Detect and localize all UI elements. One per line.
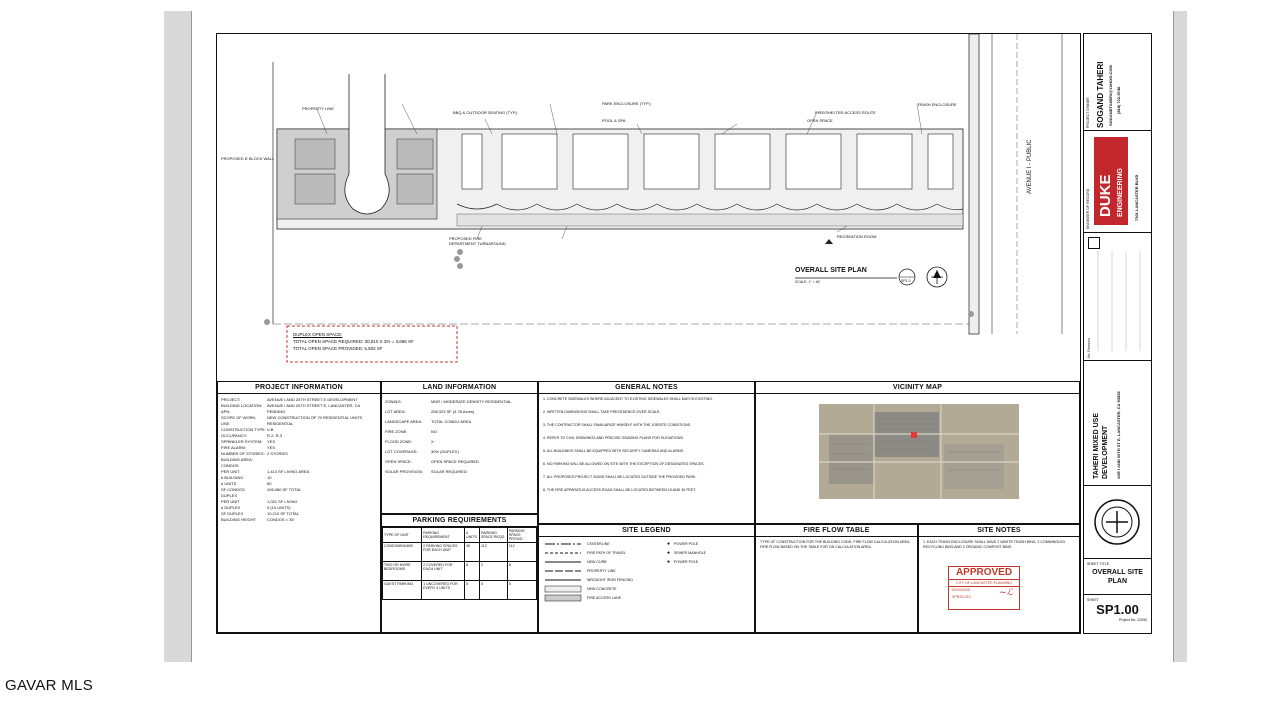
parking-header-cell: # UNITS	[465, 528, 480, 543]
callout: TRASH ENCLOSURE	[917, 102, 957, 107]
info-value: R-2, R-3	[267, 433, 283, 438]
parking-table	[382, 527, 537, 600]
parking-cell: GUEST PARKING	[383, 581, 422, 600]
owner-phone: (818) 722-5746	[1116, 86, 1121, 114]
info-key: # UNITS	[221, 481, 237, 486]
legend-label: POWER POLE	[674, 559, 699, 564]
open-space-provided: TOTAL OPEN SPACE PROVIDED: 5,502 SF	[293, 346, 383, 351]
info-key: SPRINKLER SYSTEM:	[221, 439, 263, 444]
callout: PROPOSED 8' BLOCK WALL	[221, 156, 275, 161]
parking-header-row	[383, 528, 537, 543]
info-row	[382, 467, 537, 477]
legend-symbol	[543, 567, 583, 575]
drawing-frame	[216, 33, 1081, 634]
open-space-note	[293, 331, 414, 352]
vicinity-map-panel	[755, 381, 1080, 524]
general-note: 4. REFER TO CIVIL DRAWINGS AND PRECISE GRADING PLANS FOR ELEVATIONS.	[543, 436, 684, 440]
callout: PARK ENCLOSURE (TYP.)	[602, 101, 651, 106]
seal-cell	[1084, 486, 1151, 559]
owner-email: SOGANDTAHERI@YAHOO.COM	[1108, 65, 1113, 126]
parking-header-cell: TYPE OF UNIT	[383, 528, 422, 543]
firm-name: DUKE	[1097, 174, 1114, 217]
legend-item	[667, 548, 747, 557]
parking-cell: 5	[465, 581, 480, 600]
parking-header-cell: PARKING REQUIREMENT	[422, 528, 465, 543]
general-note: 8. THE FIRE APPARATUS ACCESS ROAD SHALL BE LOCATED BETWEEN 15 AND 30 FEET.	[543, 488, 696, 492]
parking-cell: 112	[480, 543, 508, 562]
legend-label: FIRE PATH OF TRAVEL	[587, 550, 626, 555]
parking-row	[383, 581, 537, 600]
sheet-title-label: SHEET TITLE	[1087, 562, 1110, 566]
legend-symbol	[543, 549, 583, 557]
parking-cell: 2	[480, 562, 508, 581]
info-key: BUILDING HEIGHT	[221, 517, 257, 522]
parking-row	[383, 562, 537, 581]
info-value: YES	[267, 439, 276, 444]
legend-symbol: ●	[667, 558, 671, 565]
info-key: DUPLEX	[221, 493, 238, 498]
info-key: LOT AREA:	[385, 409, 406, 414]
info-value: 60	[267, 481, 272, 486]
owner-name: SOGAND TAHERI	[1096, 61, 1105, 128]
firm-address: 7301 LANCASTER BLVD	[1134, 174, 1139, 221]
site-plan-drawing	[217, 34, 1079, 379]
general-note: 3. THE CONTRACTOR SHALL FAMILIARIZE HIMSELF WITH THE JOBSITE CONDITIONS.	[543, 423, 692, 427]
parking-requirements-panel	[381, 514, 538, 633]
info-value: RESIDENTIAL	[267, 421, 294, 426]
land-information-panel	[381, 381, 538, 514]
parking-cell: 112	[507, 543, 536, 562]
panel-title: SITE NOTES	[919, 525, 1079, 537]
callout: RECREATION ROOM	[837, 234, 877, 239]
legend-label: POWER POLE	[674, 541, 699, 546]
legend-label: CENTERLINE	[587, 541, 610, 546]
legend-label: WROUGHT IRON FENCING	[587, 577, 634, 582]
info-key: PROJECT:	[221, 397, 241, 402]
site-legend-items	[543, 539, 663, 602]
info-value: 2 STORIES	[267, 451, 288, 456]
revisions-label: No. Revision	[1087, 338, 1091, 358]
stamp-ref: SPR25-010	[952, 595, 971, 599]
parking-cell: 8	[507, 562, 536, 581]
watermark: GAVAR MLS	[5, 677, 93, 694]
land-info-rows	[382, 394, 537, 477]
fire-flow-table-panel	[755, 524, 918, 633]
site-notes-text: 1. EACH TRASH ENCLOSURE SHALL HAVE 2 WASTE TRASH BINS, 2 COMMINGLED RECYCLING BINS AND 2 ORGANIC COMPOST BINS.	[923, 540, 1066, 549]
info-value: AVENUE I AND 20TH STREET E, LANCASTER, CA	[267, 403, 361, 408]
parking-row	[383, 543, 537, 562]
info-row	[382, 417, 537, 427]
info-value: 10,210 SF TOTAL	[267, 511, 300, 516]
info-row	[218, 517, 380, 523]
legend-label: FIRE ACCESS LANE	[587, 595, 622, 600]
legend-symbol	[543, 558, 583, 566]
detail-tag: SP1.0	[901, 279, 911, 283]
info-row	[382, 407, 537, 417]
info-row	[382, 397, 537, 407]
project-info-rows	[218, 394, 380, 523]
info-key: APN:	[221, 409, 231, 414]
legend-item	[667, 539, 747, 548]
general-note: 6. NO PARKING WILL BE ALLOWED ON SITE WITH THE EXCEPTION OF DESIGNATED SPACES.	[543, 462, 705, 466]
general-note: 1. CONCRETE SIDEWALKS WHERE ADJACENT TO EXISTING SIDEWALKS SHALL MATCH EXISTING.	[543, 397, 714, 401]
info-value: 208,323 SF (4.78 Acres)	[431, 409, 475, 414]
project-address: AVE I AND 20TH ST E, LANCASTER, CA 93535	[1116, 391, 1121, 479]
info-key: NUMBER OF STORIES:	[221, 451, 265, 456]
info-value: 10	[267, 475, 272, 480]
stamp-date: 03/10/2025	[952, 588, 970, 592]
info-key: LANDSCAPE AREA:	[385, 419, 423, 424]
legend-symbol: ●	[667, 549, 671, 556]
legend-label: NEW CONCRETE	[587, 586, 617, 591]
callout: PROPOSED FIRE DEPARTMENT TURNAROUND	[449, 236, 506, 246]
plan-scale: SCALE: 1" = 40'	[795, 280, 821, 284]
panel-title: FIRE FLOW TABLE	[756, 525, 917, 537]
engineer-label: ENGINEER OF RECORD	[1086, 188, 1090, 229]
info-row	[382, 427, 537, 437]
general-notes-list	[539, 394, 754, 493]
parking-cell: 8	[465, 562, 480, 581]
info-key: PER UNIT	[221, 499, 240, 504]
info-row	[382, 437, 537, 447]
panel-title: PARKING REQUIREMENTS	[382, 515, 537, 527]
panel-title: VICINITY MAP	[756, 382, 1079, 394]
legend-item	[543, 575, 663, 584]
info-value: PENDING	[267, 409, 286, 414]
info-value: 106,080 SF TOTAL	[267, 487, 302, 492]
general-note: 5. ALL BUILDINGS SHALL BE EQUIPPED WITH SECURITY CAMERAS AND ALARMS.	[543, 449, 685, 453]
approval-stamp	[948, 566, 1020, 610]
parking-cell: 2 PARKING SPACES FOR EACH UNIT	[422, 543, 465, 562]
info-value: 1,021 SF LIVING	[267, 499, 298, 504]
revisions-cell	[1084, 233, 1151, 361]
fire-flow-text: TYPE OF CONSTRUCTION FOR THE BUILDING CODE, FIRE FLOW CALCULATION AREA, FIRE FLOW BASED ON THE TABLE FOR ON CALCULATION AREA.	[760, 540, 911, 549]
info-key: # DUPLEX	[221, 505, 241, 510]
engineer-seal-icon	[1084, 486, 1151, 559]
general-note: 7. ALL PROPOSED PROJECT SIGNS SHALL BE LOCATED OUTSIDE THE PROVIDED PARK.	[543, 475, 697, 479]
street-label: AVENUE I - PUBLIC	[1027, 139, 1033, 194]
legend-symbol	[543, 594, 583, 602]
panel-title: SITE LEGEND	[539, 525, 754, 537]
panel-title: GENERAL NOTES	[539, 382, 754, 394]
info-value: SOLAR REQUIRED	[431, 469, 467, 474]
callout: OPEN SPACE	[807, 118, 833, 123]
legend-symbol: ●	[667, 540, 671, 547]
legend-item	[543, 539, 663, 548]
info-key: OPEN SPACE:	[385, 459, 412, 464]
firm-subname: ENGINEERING	[1117, 167, 1124, 217]
info-key: SF DUPLEX	[221, 511, 244, 516]
stamp-label: APPROVED	[955, 567, 1013, 578]
info-row	[382, 447, 537, 457]
vicinity-map-image	[819, 404, 1019, 499]
owner-cell	[1084, 34, 1151, 131]
info-value: 5 (10 UNITS)	[267, 505, 291, 510]
stamp-agency: CITY OF LANCASTER PLANNING	[949, 579, 1019, 587]
info-key: SF CONDOS	[221, 487, 245, 492]
info-value: CONDOS < 35'	[267, 517, 295, 522]
open-space-title: DUPLEX OPEN SPACE:	[293, 332, 343, 337]
legend-label: PROPERTY LINE	[587, 568, 616, 573]
info-value: X	[431, 439, 434, 444]
info-key: LOT COVERAGE:	[385, 449, 418, 454]
info-key: # BUILDING	[221, 475, 244, 480]
parking-cell: 5	[507, 581, 536, 600]
general-note: 2. WRITTEN DIMENSIONS SHALL TAKE PRECEDENCE OVER SCALE.	[543, 410, 661, 414]
legend-item	[543, 548, 663, 557]
sheet-label: SHEET	[1087, 598, 1099, 602]
project-name-cell	[1084, 361, 1151, 486]
legend-item	[543, 593, 663, 602]
legend-label: SEWER MANHOLE	[674, 550, 706, 555]
info-value: V-B	[267, 427, 274, 432]
info-key: FIRE ZONE:	[385, 429, 408, 434]
legend-symbol	[543, 585, 583, 593]
general-notes-panel	[538, 381, 755, 524]
info-value: TOTAL CONDO AREA	[431, 419, 472, 424]
sheet-title-cell	[1084, 559, 1151, 595]
panel-title: LAND INFORMATION	[382, 382, 537, 394]
info-key: FIRE ALARM:	[221, 445, 246, 450]
legend-item	[543, 584, 663, 593]
legend-label: NEW CURB	[587, 559, 607, 564]
callout: FIRE/SHELTER ACCESS ROUTE	[815, 110, 876, 115]
info-value: AVENUE I AND 20TH STREET E DEVELOPMENT	[267, 397, 358, 402]
info-value: YES	[267, 445, 276, 450]
owner-label: PROJECT OWNER	[1086, 97, 1090, 128]
parking-header-cell: PARKING SPACE PROVID	[507, 528, 536, 543]
info-row	[382, 457, 537, 467]
legend-item	[543, 566, 663, 575]
legend-item	[543, 557, 663, 566]
site-legend-panel	[538, 524, 755, 633]
parking-cell: CONDOMINIUMS	[383, 543, 422, 562]
info-value: NO	[431, 429, 437, 434]
info-key: CONSTRUCTION TYPE:	[221, 427, 266, 432]
parking-cell: 5	[480, 581, 508, 600]
sheet-number: SP1.00	[1096, 602, 1139, 617]
info-key: PER UNIT	[221, 469, 240, 474]
info-key: BUILDING LOCATION:	[221, 403, 263, 408]
info-value: 1,413 SF LIVING AREA	[267, 469, 310, 474]
callout: POOL & SPA	[602, 118, 626, 123]
info-key: BUILDING AREA:	[221, 457, 253, 462]
parking-header-cell: PARKING SPACE REQD	[480, 528, 508, 543]
legend-symbol	[543, 540, 583, 548]
engineer-cell	[1084, 131, 1151, 233]
site-legend-items-right	[667, 539, 747, 566]
sheet-number-cell	[1084, 595, 1151, 633]
info-key: USE:	[221, 421, 231, 426]
callout: PROPERTY LINE	[302, 106, 334, 111]
parking-cell: 30	[465, 543, 480, 562]
info-key: OCCUPANCY:	[221, 433, 248, 438]
panel-title: PROJECT INFORMATION	[218, 382, 380, 394]
title-block	[1083, 33, 1152, 634]
info-value: MDR / MODERATE DENSITY RESIDENTIAL	[431, 399, 512, 404]
project-information-panel	[217, 381, 381, 633]
info-value: NEW CONSTRUCTION OF 70 RESIDENTIAL UNITS	[267, 415, 363, 420]
plan-title: OVERALL SITE PLAN	[795, 267, 867, 274]
project-number: Project No. 22090	[1118, 618, 1147, 622]
callout: BBQ & OUTDOOR SEATING (TYP.)	[453, 110, 518, 115]
info-value: 30% (DUPLEX)	[431, 449, 459, 454]
parking-cell: 1 UNCOVERED FOR EVERY 4 UNITS	[422, 581, 465, 600]
info-key: FLOOD ZONE:	[385, 439, 413, 444]
parking-cell: TWO OR MORE BEDROOMS	[383, 562, 422, 581]
sheet-title: OVERALL SITE PLAN	[1092, 569, 1143, 585]
legend-item	[667, 557, 747, 566]
legend-symbol	[543, 576, 583, 584]
project-name: TAHERI MIXED USE DEVELOPMENT	[1093, 413, 1109, 479]
open-space-required: TOTAL OPEN SPACE REQUIRED: 30,810 X 3% = 3,696 SF	[293, 339, 414, 344]
revision-grid	[1084, 233, 1151, 361]
info-key: SCOPE OF WORK:	[221, 415, 257, 420]
info-key: ZONING:	[385, 399, 402, 404]
info-value: OPEN SPACE REQUIRED	[431, 459, 479, 464]
info-key: SOLAR PROVISION:	[385, 469, 424, 474]
info-key: CONDOS	[221, 463, 239, 468]
signature-mark: ~ℒ	[998, 588, 1013, 598]
parking-cell: 2 COVERED FOR EACH UNIT	[422, 562, 465, 581]
